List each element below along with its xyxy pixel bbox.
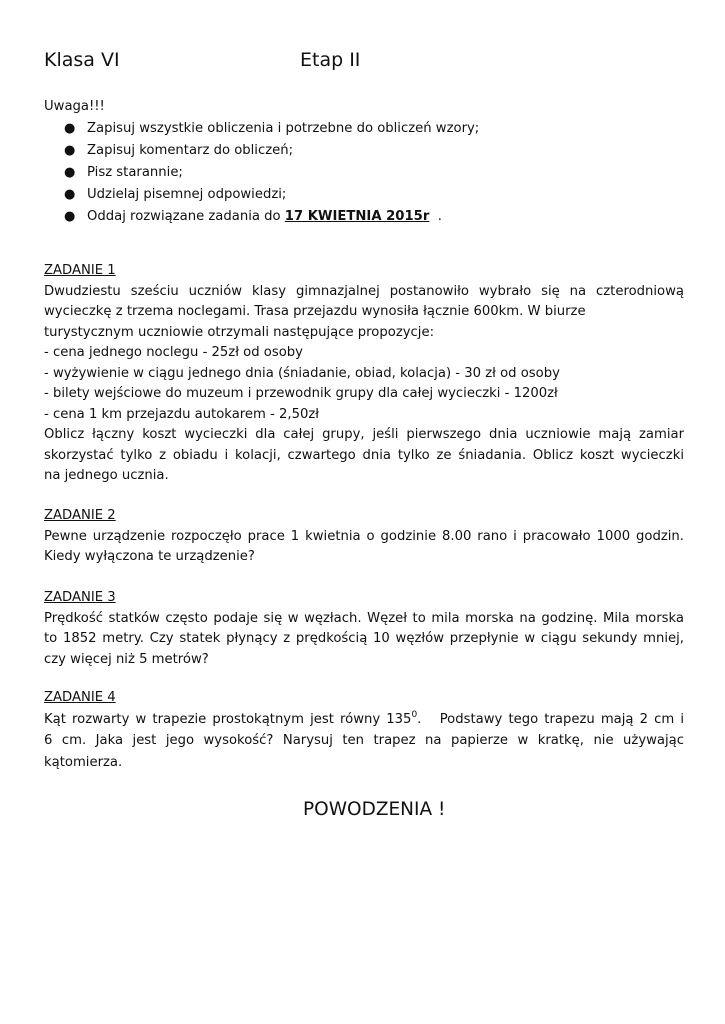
degree-superscript: 0 <box>411 709 418 720</box>
bullet-icon: ● <box>64 121 76 136</box>
bullet-icon: ● <box>64 165 76 180</box>
class-label: Klasa VI <box>44 49 120 71</box>
task-line: to 1852 metry. Czy statek płynący z prędkością 10 węzłów przepłynie w ciągu sekundy mniej, <box>44 631 684 646</box>
task-line: Oblicz łączny koszt wycieczki dla całej grupy, jeśli pierwszego dnia uczniowie mają zamiar <box>44 427 684 442</box>
bullet-icon: ● <box>64 209 76 224</box>
task-line: kątomierza. <box>44 754 123 770</box>
deadline-suffix: . <box>429 209 442 224</box>
task-line: czy więcej niż 5 metrów? <box>44 651 209 667</box>
instructions-block <box>44 96 684 228</box>
task-title: ZADANIE 2 <box>44 508 116 523</box>
deadline-prefix: Oddaj rozwiązane zadania do <box>87 209 285 224</box>
task-text: . Podstawy tego trapezu mają 2 cm i <box>417 711 684 727</box>
task-text: Kąt rozwarty w trapezie prostokątnym jest równy 135 <box>44 711 412 727</box>
instruction-text: Zapisuj komentarz do obliczeń; <box>87 143 294 158</box>
instruction-item <box>44 140 684 162</box>
bullet-icon: ● <box>64 143 76 158</box>
task-line: - cena jednego noclegu - 25zł od osoby <box>44 345 303 360</box>
task-line: Prędkość statków często podaje się w węzłach. Węzeł to mila morska na godzinę. Mila morska <box>44 610 684 626</box>
task-1 <box>44 261 684 487</box>
task-3 <box>44 588 684 670</box>
task-line <box>44 709 684 731</box>
task-line: - bilety wejściowe do muzeum i przewodnik grupy dla całej wycieczki - 1200zł <box>44 386 558 401</box>
task-line: Pewne urządzenie rozpoczęło prace 1 kwietnia o godzinie 8.00 rano i pracowało 1000 godzin. <box>44 528 684 544</box>
task-title: ZADANIE 3 <box>44 590 116 605</box>
instruction-item <box>44 162 684 184</box>
task-line: Kiedy wyłączona te urządzenie? <box>44 549 255 564</box>
task-line: 6 cm. Jaka jest jego wysokość? Narysuj ten trapez na papierze w kratkę, nie używając <box>44 733 684 748</box>
task-line: turystycznym uczniowie otrzymali następujące propozycje: <box>44 324 435 340</box>
task-line: - wyżywienie w ciągu jednego dnia (śniadanie, obiad, kolacja) - 30 zł od osoby <box>44 365 560 381</box>
stage-label: Etap II <box>300 49 361 71</box>
task-line: wycieczkę z trzema noclegami. Trasa przejazdu wynosiła łącznie 600km. W biurze <box>44 304 586 319</box>
instruction-text: Udzielaj pisemnej odpowiedzi; <box>87 187 287 202</box>
instruction-item-deadline <box>44 206 684 228</box>
worksheet-header <box>44 48 684 78</box>
task-2 <box>44 506 684 568</box>
task-title: ZADANIE 1 <box>44 263 116 278</box>
bullet-icon: ● <box>64 187 76 202</box>
instructions-list <box>44 118 684 228</box>
task-line: skorzystać tylko z obiadu i kolacji, czwartego dnia tylko ze śniadania. Oblicz koszt wycieczki <box>44 447 684 463</box>
instruction-text: Pisz starannie; <box>87 165 183 180</box>
instruction-text: Zapisuj wszystkie obliczenia i potrzebne do obliczeń wzory; <box>87 121 480 136</box>
task-4 <box>44 688 684 773</box>
task-line: na jednego ucznia. <box>44 468 169 483</box>
task-title: ZADANIE 4 <box>44 690 116 705</box>
deadline-date: 17 KWIETNIA 2015r <box>284 209 430 224</box>
instruction-item <box>44 184 684 206</box>
instructions-title: Uwaga!!! <box>44 99 105 114</box>
task-line: Dwudziestu sześciu uczniów klasy gimnazjalnej postanowiło wybrało się na czterodniową <box>44 283 684 299</box>
closing-text: POWODZENIA ! <box>303 799 446 820</box>
task-line: - cena 1 km przejazdu autokarem - 2,50zł <box>44 406 320 422</box>
instruction-item <box>44 118 684 140</box>
